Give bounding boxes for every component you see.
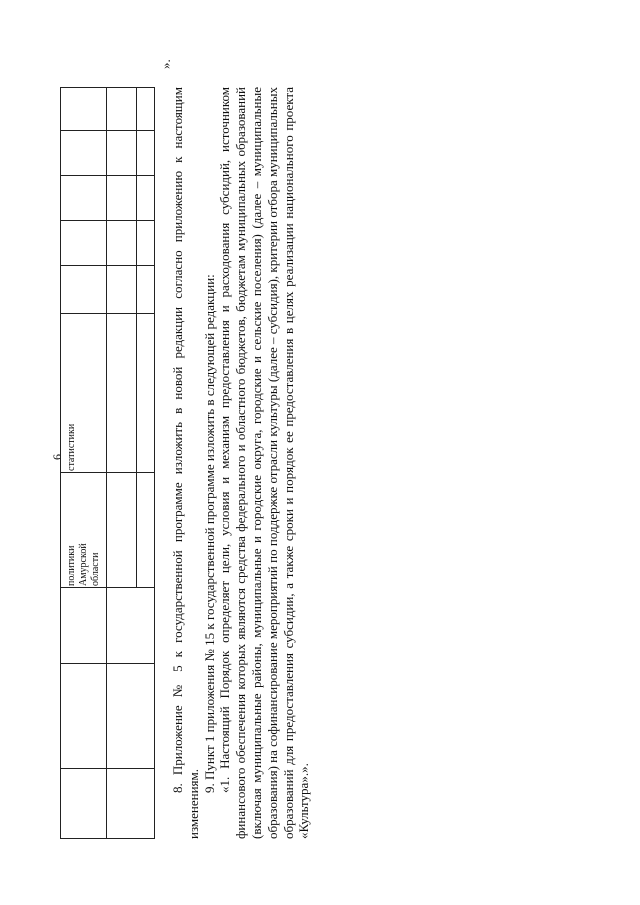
table-cell-policy [66,543,102,586]
table-cell-statistics: статистики [66,423,77,471]
paragraph-item-9: 9. Пункт 1 приложения № 15 к государственной программе изложить в следующей редакции: [201,274,217,793]
table-column-divider [61,768,154,769]
table-row-divider [106,88,107,838]
document-body [170,87,312,839]
paragraph-quoted-rule: «1. Настоящий Порядок определяет цели, условия и механизм предоставления и расходования субсидий, источником финансового обеспечения которых являются средства федерального и областного бюджетов, бюджетам муниципальных образований (включая муниципальные районы, муниципальные и городские округа, городские и сельские поселения) (далее – муниципальные образования) на софинансирование мероприятий по поддержке отрасли культуры (далее – субсидия), критерии отбора муниципальных образований для предоставления субсидии, а также сроки и порядок ее предоставления в целях реализации национального проекта «Культура».». [217,87,312,839]
table-row-divider [136,88,137,588]
page-number: 6 [50,454,64,460]
paragraph-item-8: 8. Приложение № 5 к государственной программе изложить в новой редакции согласно приложению к настоящим изменениям. [170,87,201,839]
table-column-divider [61,220,154,221]
table-cell-line: Амурской [78,543,89,586]
table-column-divider [61,587,154,588]
table-cell-line: политики [66,545,77,586]
table-cell-line: области [90,552,101,586]
table-column-divider [61,130,154,131]
table-column-divider [61,175,154,176]
table-column-divider [61,265,154,266]
closing-quote-mark: ». [158,59,173,69]
table-column-divider [61,313,154,314]
continuation-table [60,87,155,839]
table-column-divider [61,472,154,473]
table-column-divider [61,663,154,664]
